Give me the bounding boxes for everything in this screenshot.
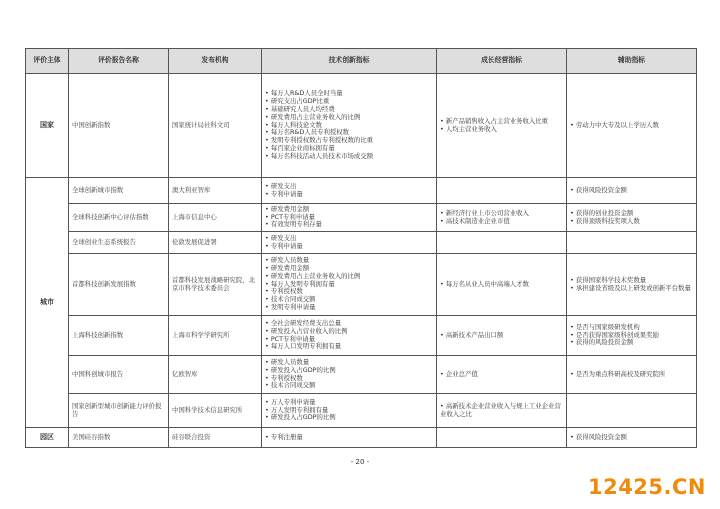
table-body	[26, 74, 697, 448]
bullet-icon: •	[265, 120, 271, 129]
table-row	[26, 428, 697, 448]
indicator-text: 高新技术产品出口额	[445, 330, 504, 339]
aux-indicator-list	[567, 74, 697, 178]
indicator-text: 高新技术企业营业收入与规上工业企业营业收入之比	[440, 401, 561, 418]
indicator-text: 研发费用金额	[270, 204, 310, 213]
indicator-text: 研发投入占营业收入的比例	[270, 326, 348, 335]
header-report-name: 评价报告名称	[69, 49, 169, 74]
bullet-icon: •	[265, 105, 271, 113]
indicator-text: 每万名科技活动人员技术市场成交额	[270, 151, 374, 160]
indicator-text: 研发人员数量	[270, 256, 310, 265]
aux-indicator-list	[567, 178, 697, 204]
indicator-text: 研究支出占GDP比重	[270, 97, 330, 106]
bullet-icon: •	[265, 342, 271, 351]
bullet-icon: •	[265, 112, 271, 121]
indicator-text: 新产品销售收入占主营业务收入比重	[445, 116, 549, 125]
indicator-item	[265, 382, 433, 390]
indicator-text: 研发人员数量	[270, 357, 310, 366]
growth-indicator-list	[437, 428, 567, 448]
bullet-icon: •	[265, 181, 271, 190]
aux-indicator-list	[567, 232, 697, 254]
table-row	[26, 316, 697, 356]
indicator-item	[570, 122, 693, 130]
table-row	[26, 356, 697, 394]
indicator-item	[440, 281, 563, 289]
report-name: 美国硅谷指数	[69, 428, 169, 448]
aux-indicator-list	[567, 394, 697, 428]
bullet-icon: •	[265, 89, 271, 98]
indicator-text: 研发投入占GDP的比例	[270, 413, 336, 422]
report-name: 国家创新型城市创新能力评价报告	[69, 394, 169, 428]
indicator-item	[570, 434, 693, 442]
tech-indicator-list	[262, 178, 437, 204]
bullet-icon: •	[265, 302, 271, 311]
table-header-row	[26, 49, 697, 74]
indicator-text: 是否获得国家级科创成果奖励	[575, 330, 659, 339]
report-name: 全球科技创新中心评估指数	[69, 204, 169, 232]
indicator-item	[440, 403, 563, 419]
bullet-icon: •	[570, 330, 576, 339]
indicator-text: 研发费用金额	[270, 264, 310, 272]
aux-indicator-list	[567, 428, 697, 448]
indicator-item	[265, 414, 433, 422]
publisher: 中国科学技术信息研究所	[169, 394, 262, 428]
bullet-icon: •	[265, 373, 271, 382]
indicator-text: 全社会研发经费支出总量	[270, 318, 342, 327]
indicator-item	[440, 332, 563, 340]
bullet-icon: •	[265, 287, 271, 296]
bullet-icon: •	[265, 128, 271, 137]
bullet-icon: •	[440, 401, 446, 410]
indicator-text: 研发费用占主营业务收入的比例	[270, 271, 361, 280]
bullet-icon: •	[440, 124, 446, 133]
report-name: 首都科技创新发展指数	[69, 254, 169, 316]
tech-indicator-list	[262, 316, 437, 356]
indicator-text: 研发支出	[270, 233, 297, 242]
bullet-icon: •	[570, 338, 576, 347]
indicator-text: 人均主营业务收入	[445, 124, 497, 133]
publisher: 亿欧智库	[169, 356, 262, 394]
aux-indicator-list	[567, 204, 697, 232]
indicator-text: 万人专利申请量	[270, 397, 316, 406]
bullet-icon: •	[265, 381, 271, 390]
indicator-text: 是否与国家级研发机构	[575, 322, 640, 331]
table-row	[26, 394, 697, 428]
report-name: 全球创新城市指数	[69, 178, 169, 204]
bullet-icon: •	[265, 334, 271, 343]
bullet-icon: •	[570, 369, 576, 378]
bullet-icon: •	[265, 264, 271, 272]
bullet-icon: •	[265, 136, 271, 145]
indicator-text: 专利注册量	[270, 432, 303, 441]
indicator-text: 技术合同成交额	[270, 381, 316, 390]
aux-indicator-list	[567, 254, 697, 316]
bullet-icon: •	[265, 204, 271, 213]
growth-indicator-list	[437, 356, 567, 394]
growth-indicator-list	[437, 178, 567, 204]
table-row	[26, 254, 697, 316]
growth-indicator-list	[437, 204, 567, 232]
indicator-text: 劳动力中大专及以上学历人数	[575, 120, 659, 129]
header-tech-indicators: 技术创新指标	[262, 49, 437, 74]
bullet-icon: •	[265, 256, 271, 265]
bullet-icon: •	[570, 275, 576, 284]
publisher: 首都科技发展战略研究院，北京市科学技术委员会	[169, 254, 262, 316]
tech-indicator-list	[262, 394, 437, 428]
report-name: 中国科创城市报告	[69, 356, 169, 394]
growth-indicator-list	[437, 74, 567, 178]
indicator-item	[570, 218, 693, 226]
publisher: 上海市信息中心	[169, 204, 262, 232]
indicator-text: 每万名R&D人员专利授权数	[270, 128, 350, 137]
table-row	[26, 74, 697, 178]
publisher: 硅谷联合投资	[169, 428, 262, 448]
indicator-text: 专利申请量	[270, 189, 303, 198]
bullet-icon: •	[265, 189, 271, 198]
indicator-item	[265, 153, 433, 161]
bullet-icon: •	[440, 216, 446, 225]
indicator-table	[25, 48, 697, 448]
indicator-text: 技术合同成交额	[270, 295, 316, 304]
indicator-text: 获得风险投资金额	[575, 185, 627, 194]
indicator-text: 研发投入占GDP的比例	[270, 365, 336, 374]
report-name: 中国创新指数	[69, 74, 169, 178]
bullet-icon: •	[265, 357, 271, 366]
indicator-item	[265, 243, 433, 251]
table-row	[26, 232, 697, 254]
watermark-logo: 12425.CN	[587, 475, 706, 499]
tech-indicator-list	[262, 232, 437, 254]
report-name: 全球创业生态系统报告	[69, 232, 169, 254]
bullet-icon: •	[265, 279, 271, 288]
indicator-text: 获得风险投资金额	[575, 432, 627, 441]
aux-indicator-list	[567, 316, 697, 356]
indicator-item	[570, 187, 693, 195]
indicator-item	[570, 285, 693, 293]
growth-indicator-list	[437, 254, 567, 316]
table-row	[26, 178, 697, 204]
indicator-text: 发明专利申请量	[270, 302, 316, 311]
tech-indicator-list	[262, 74, 437, 178]
bullet-icon: •	[265, 432, 271, 441]
bullet-icon: •	[265, 295, 271, 304]
indicator-text: 每百家企业商标拥有量	[270, 143, 335, 152]
bullet-icon: •	[265, 220, 271, 229]
tech-indicator-list	[262, 204, 437, 232]
indicator-text: 专利申请量	[270, 241, 303, 250]
header-publisher: 发布机构	[169, 49, 262, 74]
bullet-icon: •	[265, 241, 271, 250]
bullet-icon: •	[440, 279, 446, 288]
evaluation-subject: 园区	[26, 428, 69, 448]
bullet-icon: •	[265, 318, 271, 327]
bullet-icon: •	[440, 369, 446, 378]
indicator-text: 企业总产值	[445, 369, 478, 378]
indicator-item	[440, 126, 563, 134]
evaluation-subject: 城市	[26, 178, 69, 428]
indicator-item	[265, 191, 433, 199]
bullet-icon: •	[265, 97, 271, 106]
bullet-icon: •	[570, 120, 576, 129]
indicator-text: 新经济行业上市公司营业收入	[445, 208, 529, 217]
indicator-item	[265, 304, 433, 312]
bullet-icon: •	[265, 326, 271, 335]
bullet-icon: •	[265, 233, 271, 242]
indicator-item	[265, 434, 433, 442]
indicator-item	[440, 371, 563, 379]
bullet-icon: •	[570, 322, 576, 331]
indicator-text: 每万人发明专利拥有量	[270, 279, 335, 288]
bullet-icon: •	[265, 405, 271, 414]
indicator-text: PCT专利申请量	[270, 212, 315, 221]
indicator-text: 获得顶级科技奖项人数	[575, 216, 640, 225]
header-aux-indicators: 辅助指标	[567, 49, 697, 74]
indicator-text: 发明专利授权数占专利授权数的比重	[270, 136, 374, 145]
report-name: 上海科技创新指数	[69, 316, 169, 356]
bullet-icon: •	[570, 208, 576, 217]
header-growth-indicators: 成长经营指标	[437, 49, 567, 74]
bullet-icon: •	[440, 208, 446, 217]
indicator-text: 研发费用占主营业务收入的比例	[270, 112, 361, 121]
bullet-icon: •	[265, 365, 271, 374]
indicator-text: PCT专利申请量	[270, 334, 315, 343]
publisher: 伦敦发展促进署	[169, 232, 262, 254]
bullet-icon: •	[440, 116, 446, 125]
indicator-text: 每万人R&D人员全时当量	[270, 89, 343, 98]
indicator-text: 专利授权数	[270, 287, 303, 296]
header-subject: 评价主体	[26, 49, 69, 74]
growth-indicator-list	[437, 394, 567, 428]
indicator-item	[570, 371, 693, 379]
bullet-icon: •	[570, 432, 576, 441]
evaluation-subject: 国家	[26, 74, 69, 178]
indicator-text: 每万人口发明专利拥有量	[270, 342, 342, 351]
indicator-text: 获得的创业投资金额	[575, 208, 634, 217]
indicator-text: 基础研究人员人均经费	[270, 105, 335, 113]
indicator-text: 专利授权数	[270, 373, 303, 382]
tech-indicator-list	[262, 356, 437, 394]
bullet-icon: •	[570, 185, 576, 194]
bullet-icon: •	[570, 283, 576, 292]
publisher: 国家统计局社科文司	[169, 74, 262, 178]
indicator-item	[265, 343, 433, 351]
indicator-item	[440, 218, 563, 226]
indicator-item	[570, 339, 693, 347]
bullet-icon: •	[570, 216, 576, 225]
bullet-icon: •	[265, 397, 271, 406]
bullet-icon: •	[265, 212, 271, 221]
bullet-icon: •	[265, 151, 271, 160]
indicator-text: 每万名从业人员中高端人才数	[445, 279, 529, 288]
indicator-text: 有效发明专利存量	[270, 220, 322, 229]
aux-indicator-list	[567, 356, 697, 394]
indicator-text: 研发支出	[270, 181, 297, 190]
indicator-text: 万人发明专利拥有量	[270, 405, 329, 414]
table-row	[26, 204, 697, 232]
publisher: 上海市科学学研究所	[169, 316, 262, 356]
bullet-icon: •	[265, 413, 271, 422]
bullet-icon: •	[265, 143, 271, 152]
publisher: 澳大利亚智库	[169, 178, 262, 204]
indicator-text: 承担建设省级及以上研发或创新平台数量	[575, 283, 691, 292]
bullet-icon: •	[440, 330, 446, 339]
bullet-icon: •	[265, 271, 271, 280]
indicator-text: 高技术制造业企业市值	[445, 216, 510, 225]
indicator-text: 获得的风险投资金额	[575, 338, 634, 347]
indicator-text: 获得国家科学技术奖数量	[575, 275, 647, 284]
tech-indicator-list	[262, 428, 437, 448]
growth-indicator-list	[437, 316, 567, 356]
indicator-text: 每万人科技论文数	[270, 120, 322, 129]
page-number: - 20 -	[350, 458, 370, 466]
tech-indicator-list	[262, 254, 437, 316]
indicator-item	[265, 221, 433, 229]
indicator-text: 是否为重点科研高校及研究院所	[575, 369, 666, 378]
growth-indicator-list	[437, 232, 567, 254]
